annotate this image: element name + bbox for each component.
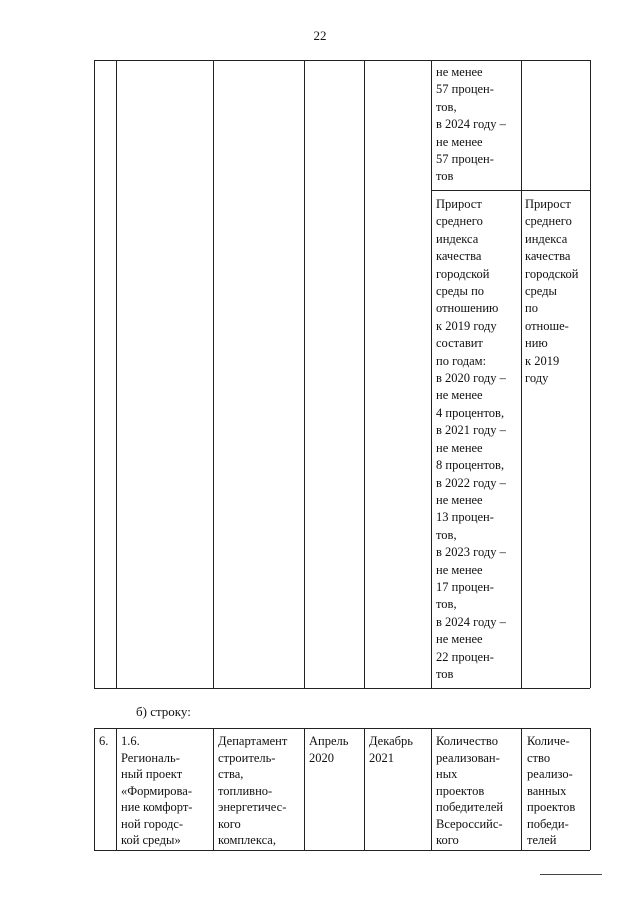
caption: б) строку: xyxy=(136,704,191,719)
indicator-cell-growth: Прирост среднего индекса качества городской среды по отноше- нию к 2019 году xyxy=(525,197,579,386)
start-date: Апрель 2020 xyxy=(309,734,349,765)
table-top-border xyxy=(94,728,590,729)
table-col-border xyxy=(521,60,522,688)
target-cell-top: не менее 57 процен- тов, в 2024 году – не менее 57 процен- тов xyxy=(436,65,506,184)
table-col-border xyxy=(213,728,214,850)
table-col-border xyxy=(364,728,365,850)
table-col-border xyxy=(364,60,365,688)
target-cell-growth: Прирост среднего индекса качества городской среды по отношению к 2019 году составит по годам: в 2020 году – не менее 4 процентов, в 2021 году – не менее 8 процентов, в 2022 году – не менее 13 процен- тов, в 2023 году – не менее 17 процен- тов, в 2024 году – не менее 22 процен- тов xyxy=(436,197,506,681)
indicator: Количе- ство реализо- ванных проектов победи- телей xyxy=(527,734,576,847)
table-bottom-border xyxy=(94,850,590,851)
page-number: 22 xyxy=(313,28,327,43)
end-date: Декабрь 2021 xyxy=(369,734,413,765)
table-col-border xyxy=(304,728,305,850)
table-col-border xyxy=(304,60,305,688)
table-col-border xyxy=(116,728,117,850)
executor: Департамент строитель- ства, топливно- энергетичес- кого комплекса, xyxy=(218,734,288,847)
table-col-border xyxy=(94,60,95,688)
result: Количество реализован- ных проектов победителей Всероссийс- кого xyxy=(436,734,504,847)
footer-line xyxy=(540,874,602,875)
table-col-border xyxy=(431,728,432,850)
table-col-border xyxy=(94,728,95,850)
table-col-border xyxy=(521,728,522,850)
table-col-border xyxy=(590,728,591,850)
table-row-divider xyxy=(431,190,590,191)
table-top-border xyxy=(94,60,590,61)
project-name: 1.6. Региональ- ный проект «Формирова- ние комфорт- ной городс- кой среды» xyxy=(121,734,193,847)
table-col-border xyxy=(213,60,214,688)
table-col-border xyxy=(116,60,117,688)
table-col-border xyxy=(431,60,432,688)
row-number: 6. xyxy=(99,734,109,748)
table-bottom-border xyxy=(94,688,590,689)
table-col-border xyxy=(590,60,591,688)
